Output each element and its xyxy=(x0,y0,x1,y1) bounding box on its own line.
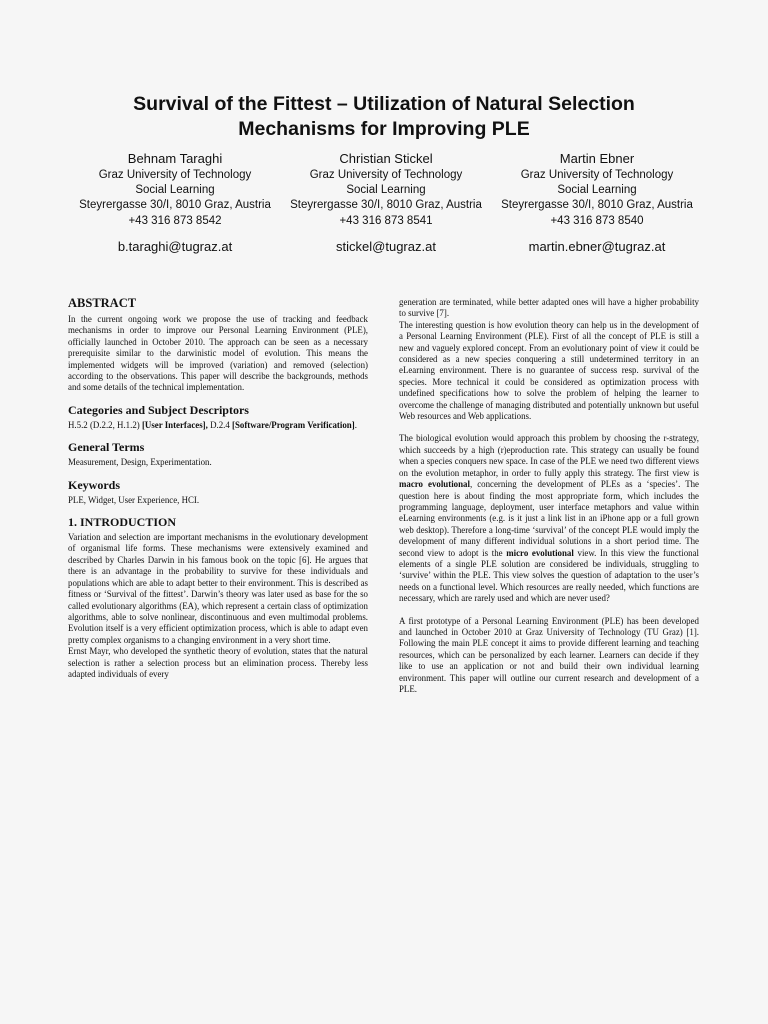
author-phone: +43 316 873 8540 xyxy=(550,214,644,227)
paragraph-continued: generation are terminated, while better adapted ones will have a higher probability to survive [7]. xyxy=(399,297,699,319)
paragraph-biological-evolution xyxy=(399,433,699,604)
introduction-heading: 1. INTRODUCTION xyxy=(68,515,177,530)
author-address: Steyrergasse 30/I, 8010 Graz, Austria xyxy=(290,199,482,212)
author-department: Social Learning xyxy=(557,184,637,197)
author-3 xyxy=(482,150,712,256)
author-affiliation: Graz University of Technology xyxy=(520,169,674,181)
abstract-text: In the current ongoing work we propose the use of tracking and feedback mechanisms in order to improve our Personal Learning Environment (PLE), officially launched in October 2010. The approach can be seen as a necessary prerequisite similar to the darwinistic model of evolution. This means the implemented widgets will be improved (variation) and removed (selection) according to the observations. This paper will describe the backgrounds, methods and some details of the technical implementation. xyxy=(68,314,368,393)
author-address: Steyrergasse 30/I, 8010 Graz, Austria xyxy=(501,199,693,212)
categories-code-2: D.2.4 xyxy=(207,419,233,430)
introduction-paragraph-1: Variation and selection are important mechanisms in the evolutionary development of organismal life forms. These mechanisms were extensively examined and described by Charles Darwin in his famous book on the topic [6]. He argues that there is an advantage in the probability to survive for these individuals and populations which are able to adapt better to their environment. This is described as fitness or ‘Survival of the fittest’. Darwin’s theory was later used as base for the so called evolutionary algorithms (EA), which represent a certain class of optimization algorithms, able to solve nonlinear, discontinuous and even multimodal problems. Evolution itself is a very efficient optimization process, which is able to adapt even pretty complex organisms to a changing environment in a very short time. xyxy=(68,532,368,645)
author-affiliation: Graz University of Technology xyxy=(309,169,463,181)
author-email: martin.ebner@tugraz.at xyxy=(528,238,666,254)
keywords-heading: Keywords xyxy=(68,477,120,492)
paragraph-gap xyxy=(399,422,699,433)
paragraph-gap xyxy=(399,605,699,616)
title-line-1: Survival of the Fittest – Utilization of Natural Selection xyxy=(133,93,635,115)
general-terms-text: Measurement, Design, Experimentation. xyxy=(68,457,212,468)
author-affiliation: Graz University of Technology xyxy=(98,169,252,181)
author-department: Social Learning xyxy=(135,184,215,197)
text-segment: view. In this view the functional elements of a single PLE solution are considered be individuals, struggling to ‘survive’ within the PLE. This view solves the question of adaptation to the user’s needs on a functional level. Which resources are really needed, which functions are necessary, which are rarely used and which are never used? xyxy=(399,547,699,604)
author-name: Behnam Taraghi xyxy=(127,151,223,166)
author-email: stickel@tugraz.at xyxy=(336,238,436,254)
author-name: Christian Stickel xyxy=(339,151,433,166)
text-segment: The biological evolution would approach this problem by choosing the r-strategy, which succeeds by a high (r)eproduction rate. This strategy can usually be found when a species conquers new space. In case of the PLE we need two different views on the evolution metaphor, in order to fully apply this strategy. The first view is xyxy=(399,433,699,478)
paragraph-evolution-question: The interesting question is how evolution theory can help us in the development of a Personal Learning Environment (PLE). First of all the concept of PLE is still a new and vaguely explored concept. From an evolutionary point of view it could be considered as a new species conquering a still undetermined territory in an eLearning environment. There is no guarantee of success resp. survival of the species. More technical it could be considered as optimization process with undefined specifications how to solve the problem of helping the learner to overcome the challenge of managing distributed and potentially unknown but useful Web resources and Web applications. xyxy=(399,319,699,422)
author-department: Social Learning xyxy=(346,184,426,197)
left-column xyxy=(68,296,368,680)
abstract-heading: ABSTRACT xyxy=(68,296,137,310)
title-line-2: Mechanisms for Improving PLE xyxy=(238,118,530,140)
author-phone: +43 316 873 8541 xyxy=(339,214,433,227)
paper-title xyxy=(40,92,728,142)
author-email: b.taraghi@tugraz.at xyxy=(117,238,233,254)
categories-user-interfaces: [User Interfaces], xyxy=(141,419,208,430)
categories-software-verification: [Software/Program Verification] xyxy=(232,419,355,430)
author-2 xyxy=(271,150,501,256)
categories-codes: H.5.2 (D.2.2, H.1.2) xyxy=(68,419,142,430)
author-phone: +43 316 873 8542 xyxy=(128,214,222,227)
categories-end: . xyxy=(354,419,357,430)
author-1 xyxy=(60,150,290,256)
general-terms-heading: General Terms xyxy=(68,440,145,455)
author-address: Steyrergasse 30/I, 8010 Graz, Austria xyxy=(79,199,271,212)
keywords-text: PLE, Widget, User Experience, HCI. xyxy=(68,494,200,505)
author-name: Martin Ebner xyxy=(559,151,635,166)
introduction-paragraph-2: Ernst Mayr, who developed the synthetic theory of evolution, states that the natural selection is rather a selection process but an elimination process. Thereby less adapted individuals of every xyxy=(68,646,368,679)
term-micro-evolutional: micro evolutional xyxy=(506,547,574,558)
right-column xyxy=(399,297,699,695)
categories-text xyxy=(68,420,368,431)
term-macro-evolutional: macro evolutional xyxy=(399,479,470,490)
paragraph-prototype: A first prototype of a Personal Learning Environment (PLE) has been developed and launched in October 2010 at Graz University of Technology (TU Graz) [1]. Following the main PLE concept it aims to provide different learning and teaching resources, which can be personalized by each learner. Learners can decide if they like to use an application or not and build their own individual learning environment. This paper will outline our current research and development of a PLE. xyxy=(399,615,699,694)
text-segment: , concerning the development of PLEs as a ‘species’. The question here is about finding the most appropriate form, which includes the programming language, deployment, user interface metaphors and value within eLearning environments (e.g. is it just a link list in an iPhone app or a full grown web desktop). Therefore a long-time ‘survival’ of the concept PLE would imply the development of many different individual solutions in a short period time. The second view to adopt is the xyxy=(399,479,699,558)
categories-heading: Categories and Subject Descriptors xyxy=(68,402,249,417)
